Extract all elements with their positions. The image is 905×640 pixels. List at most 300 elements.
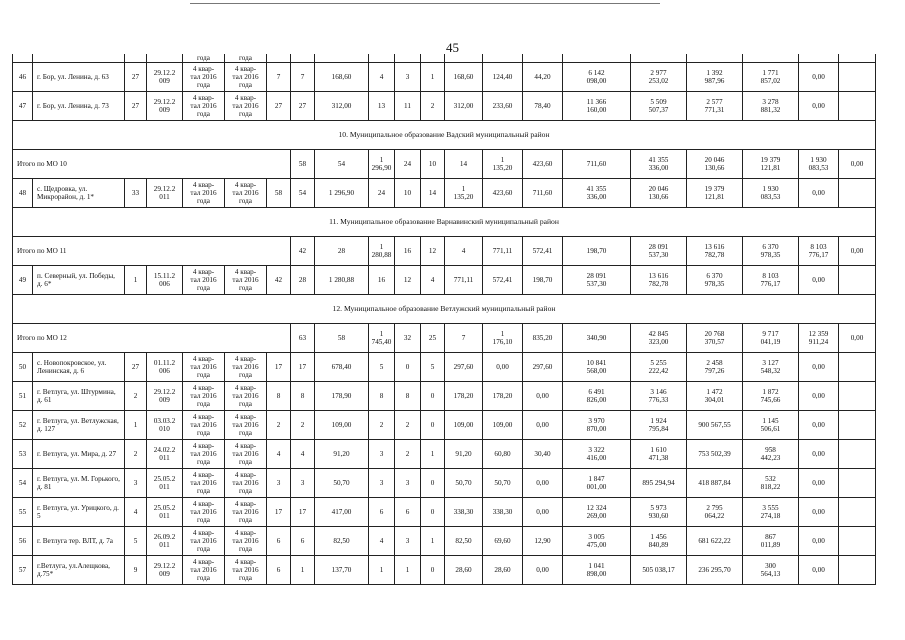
data-cell: 4 квар- тал 2016 года <box>183 498 225 527</box>
data-cell: 124,40 <box>483 63 523 92</box>
section-header-row <box>13 121 876 150</box>
data-cell: 753 502,39 <box>687 440 743 469</box>
data-cell: 13 616 782,78 <box>631 266 687 295</box>
data-cell: 11 366 160,00 <box>563 92 631 121</box>
data-cell: 572,41 <box>483 266 523 295</box>
data-cell: 312,00 <box>315 92 369 121</box>
data-cell: 109,00 <box>483 411 523 440</box>
data-cell: 338,30 <box>445 498 483 527</box>
data-cell: 3 555 274,18 <box>743 498 799 527</box>
total-cell: 340,90 <box>563 324 631 353</box>
row-number: 47 <box>13 92 33 121</box>
data-cell: 27 <box>267 92 291 121</box>
address-cell: с. Щедровка, ул. Микрорайон, д. 1* <box>33 179 125 208</box>
data-cell: 4 квар- тал 2016 года <box>225 179 267 208</box>
data-cell: 6 <box>369 498 395 527</box>
data-cell: 5 <box>125 527 147 556</box>
row-number: 54 <box>13 469 33 498</box>
data-cell: 33 <box>125 179 147 208</box>
data-cell: 0,00 <box>523 556 563 585</box>
data-cell: 4 <box>369 527 395 556</box>
data-cell: 12 <box>395 266 421 295</box>
data-cell: 2 795 064,22 <box>687 498 743 527</box>
data-cell: 15.11.2 006 <box>147 266 183 295</box>
empty-cell <box>839 527 876 556</box>
data-cell: 4 квар- тал 2016 года <box>225 92 267 121</box>
data-cell: 4 квар- тал 2016 года <box>225 411 267 440</box>
table-row <box>13 63 876 92</box>
data-cell: 10 841 568,00 <box>563 353 631 382</box>
total-cell: 12 <box>421 237 445 266</box>
data-cell: 17 <box>267 353 291 382</box>
data-cell: 54 <box>291 179 315 208</box>
cell-year-word: года <box>183 54 225 63</box>
total-cell: 24 <box>395 150 421 179</box>
data-cell: 4 квар- тал 2016 года <box>183 556 225 585</box>
total-cell: 20 046 130,66 <box>687 150 743 179</box>
data-cell: 3 127 548,32 <box>743 353 799 382</box>
data-cell: 2 577 771,31 <box>687 92 743 121</box>
data-cell: 3 <box>395 469 421 498</box>
data-cell: 0,00 <box>799 353 839 382</box>
data-cell: 1 771 857,02 <box>743 63 799 92</box>
data-cell: 03.03.2 010 <box>147 411 183 440</box>
data-cell: 12,90 <box>523 527 563 556</box>
table-row <box>13 469 876 498</box>
data-cell: 17 <box>291 353 315 382</box>
data-cell: 505 038,17 <box>631 556 687 585</box>
data-cell: 4 <box>125 498 147 527</box>
data-cell: 28,60 <box>483 556 523 585</box>
data-cell: 8 <box>395 382 421 411</box>
data-cell: 1 280,88 <box>315 266 369 295</box>
address-cell: г. Ветлуга, ул. Урицкого, д. 5 <box>33 498 125 527</box>
data-cell: 0,00 <box>799 498 839 527</box>
row-number: 49 <box>13 266 33 295</box>
data-cell: 4 квар- тал 2016 года <box>225 266 267 295</box>
section-header-row <box>13 208 876 237</box>
data-cell: 4 <box>291 440 315 469</box>
data-cell: 25.05.2 011 <box>147 498 183 527</box>
data-cell: 8 <box>267 382 291 411</box>
table-row <box>13 382 876 411</box>
total-cell: 711,60 <box>563 150 631 179</box>
total-cell: 16 <box>395 237 421 266</box>
data-cell: 0,00 <box>799 382 839 411</box>
data-cell: 0,00 <box>799 63 839 92</box>
address-cell: г. Ветлуга, ул. Мира, д. 27 <box>33 440 125 469</box>
total-cell: 28 091 537,30 <box>631 237 687 266</box>
table-row <box>13 440 876 469</box>
data-cell: 29.12.2 011 <box>147 179 183 208</box>
row-number: 50 <box>13 353 33 382</box>
data-cell: 2 <box>125 440 147 469</box>
data-cell: 300 564,13 <box>743 556 799 585</box>
data-cell: 50,70 <box>445 469 483 498</box>
data-cell: 3 <box>369 469 395 498</box>
data-cell: 0,00 <box>799 411 839 440</box>
row-number: 52 <box>13 411 33 440</box>
data-cell: 13 <box>369 92 395 121</box>
total-row <box>13 150 876 179</box>
total-cell: 198,70 <box>563 237 631 266</box>
total-cell: 58 <box>291 150 315 179</box>
table-row <box>13 353 876 382</box>
total-cell: 10 <box>421 150 445 179</box>
data-cell: 1 296,90 <box>315 179 369 208</box>
data-cell: 4 <box>369 63 395 92</box>
data-cell: 2 <box>267 411 291 440</box>
data-cell: 27 <box>125 63 147 92</box>
data-cell: 0,00 <box>523 411 563 440</box>
data-cell: 417,00 <box>315 498 369 527</box>
data-cell: 1 <box>421 440 445 469</box>
data-cell: 2 <box>291 411 315 440</box>
total-label: Итого по МО 12 <box>13 324 291 353</box>
empty-cell <box>839 498 876 527</box>
data-cell: 178,90 <box>315 382 369 411</box>
housing-program-table <box>12 54 876 585</box>
data-cell: 3 <box>395 63 421 92</box>
data-cell: 8 103 776,17 <box>743 266 799 295</box>
total-cell: 4 <box>445 237 483 266</box>
data-cell: 27 <box>125 353 147 382</box>
data-cell: 532 818,22 <box>743 469 799 498</box>
data-cell: 01.11.2 006 <box>147 353 183 382</box>
data-cell: 14 <box>421 179 445 208</box>
total-cell: 14 <box>445 150 483 179</box>
data-cell: 1 930 083,53 <box>743 179 799 208</box>
row-number: 57 <box>13 556 33 585</box>
data-cell: 681 622,22 <box>687 527 743 556</box>
data-cell: 1 610 471,38 <box>631 440 687 469</box>
data-cell: 1 041 898,00 <box>563 556 631 585</box>
data-cell: 6 491 826,00 <box>563 382 631 411</box>
data-cell: 178,20 <box>483 382 523 411</box>
data-cell: 24.02.2 011 <box>147 440 183 469</box>
data-cell: 418 887,84 <box>687 469 743 498</box>
data-cell: 3 005 475,00 <box>563 527 631 556</box>
data-cell: 6 370 978,35 <box>687 266 743 295</box>
data-cell: 58 <box>267 179 291 208</box>
data-cell: 958 442,23 <box>743 440 799 469</box>
data-cell: 4 квар- тал 2016 года <box>225 382 267 411</box>
total-cell: 1 745,40 <box>369 324 395 353</box>
address-cell: г. Ветлуга, ул. Штурмина, д. 61 <box>33 382 125 411</box>
data-cell: 1 <box>291 556 315 585</box>
data-cell: 711,60 <box>523 179 563 208</box>
data-cell: 6 <box>291 527 315 556</box>
data-cell: 4 квар- тал 2016 года <box>225 353 267 382</box>
data-cell: 27 <box>125 92 147 121</box>
table-row <box>13 92 876 121</box>
data-cell: 3 278 881,32 <box>743 92 799 121</box>
data-cell: 3 <box>291 469 315 498</box>
data-cell: 0,00 <box>523 382 563 411</box>
total-cell: 1 280,88 <box>369 237 395 266</box>
data-cell: 4 квар- тал 2016 года <box>183 266 225 295</box>
empty-cell <box>839 469 876 498</box>
data-cell: 1 <box>125 411 147 440</box>
data-cell: 28 <box>291 266 315 295</box>
data-cell: 78,40 <box>523 92 563 121</box>
data-cell: 1 872 745,66 <box>743 382 799 411</box>
row-number: 56 <box>13 527 33 556</box>
data-cell: 20 046 130,66 <box>631 179 687 208</box>
data-cell: 50,70 <box>315 469 369 498</box>
empty-cell <box>839 179 876 208</box>
data-cell: 1 472 304,01 <box>687 382 743 411</box>
data-cell: 7 <box>291 63 315 92</box>
data-cell: 233,60 <box>483 92 523 121</box>
table-row-continuation <box>13 54 876 63</box>
address-cell: г. Бор, ул. Ленина, д. 73 <box>33 92 125 121</box>
data-cell: 1 <box>125 266 147 295</box>
page-number: 45 <box>446 40 459 55</box>
data-cell: 0,00 <box>799 92 839 121</box>
data-cell: 27 <box>291 92 315 121</box>
data-cell: 9 <box>125 556 147 585</box>
data-cell: 30,40 <box>523 440 563 469</box>
data-cell: 297,60 <box>523 353 563 382</box>
data-cell: 1 <box>369 556 395 585</box>
data-cell: 0 <box>421 382 445 411</box>
data-cell: 137,70 <box>315 556 369 585</box>
total-cell: 771,11 <box>483 237 523 266</box>
total-cell: 41 355 336,00 <box>631 150 687 179</box>
total-cell: 12 359 911,24 <box>799 324 839 353</box>
address-cell: г. Ветлуга, ул. М. Горького, д. 81 <box>33 469 125 498</box>
data-cell: 4 <box>267 440 291 469</box>
total-cell: 42 845 323,00 <box>631 324 687 353</box>
total-cell: 572,41 <box>523 237 563 266</box>
data-cell: 1 135,20 <box>445 179 483 208</box>
table-row <box>13 498 876 527</box>
data-cell: 4 <box>421 266 445 295</box>
address-cell: с. Новопокровское, ул. Ленинская, д. 6 <box>33 353 125 382</box>
data-cell: 0,00 <box>523 498 563 527</box>
data-cell: 4 квар- тал 2016 года <box>183 92 225 121</box>
data-cell: 0 <box>421 469 445 498</box>
empty-cell <box>839 92 876 121</box>
empty-cell <box>839 440 876 469</box>
empty-cell <box>839 411 876 440</box>
data-cell: 1 392 987,96 <box>687 63 743 92</box>
data-cell: 29.12.2 009 <box>147 63 183 92</box>
total-cell: 1 176,10 <box>483 324 523 353</box>
address-cell: п. Северный, ул. Победы, д. 6* <box>33 266 125 295</box>
total-cell: 0,00 <box>839 150 876 179</box>
data-cell: 10 <box>395 179 421 208</box>
data-cell: 198,70 <box>523 266 563 295</box>
data-cell: 6 <box>267 556 291 585</box>
data-cell: 1 <box>395 556 421 585</box>
total-cell: 28 <box>315 237 369 266</box>
data-cell: 4 квар- тал 2016 года <box>183 353 225 382</box>
data-cell: 29.12.2 009 <box>147 92 183 121</box>
data-cell: 0,00 <box>523 469 563 498</box>
data-cell: 16 <box>369 266 395 295</box>
data-cell: 0,00 <box>799 440 839 469</box>
data-cell: 2 <box>395 411 421 440</box>
data-cell: 3 <box>267 469 291 498</box>
row-number: 46 <box>13 63 33 92</box>
data-cell: 312,00 <box>445 92 483 121</box>
data-cell: 0,00 <box>799 266 839 295</box>
total-cell: 63 <box>291 324 315 353</box>
data-cell: 0 <box>395 353 421 382</box>
empty-cell <box>839 353 876 382</box>
data-cell: 17 <box>291 498 315 527</box>
total-row <box>13 237 876 266</box>
total-row <box>13 324 876 353</box>
data-cell: 4 квар- тал 2016 года <box>225 556 267 585</box>
section-title: 10. Муниципальное образование Вадский муниципальный район <box>13 121 876 150</box>
data-cell: 6 <box>395 498 421 527</box>
data-cell: 5 509 507,37 <box>631 92 687 121</box>
section-title: 11. Муниципальное образование Варнавинский муниципальный район <box>13 208 876 237</box>
data-cell: 50,70 <box>483 469 523 498</box>
data-cell: 29.12.2 009 <box>147 382 183 411</box>
data-cell: 900 567,55 <box>687 411 743 440</box>
data-cell: 0 <box>421 498 445 527</box>
data-cell: 4 квар- тал 2016 года <box>183 440 225 469</box>
data-cell: 2 <box>369 411 395 440</box>
data-cell: 109,00 <box>315 411 369 440</box>
total-cell: 0,00 <box>839 237 876 266</box>
data-cell: 4 квар- тал 2016 года <box>225 63 267 92</box>
data-cell: 178,20 <box>445 382 483 411</box>
total-cell: 835,20 <box>523 324 563 353</box>
address-cell: г. Бор, ул. Ленина, д. 63 <box>33 63 125 92</box>
data-cell: 895 294,94 <box>631 469 687 498</box>
data-cell: 7 <box>267 63 291 92</box>
total-cell: 1 930 083,53 <box>799 150 839 179</box>
data-cell: 44,20 <box>523 63 563 92</box>
data-cell: 4 квар- тал 2016 года <box>225 527 267 556</box>
data-cell: 0 <box>421 411 445 440</box>
data-cell: 28 091 537,30 <box>563 266 631 295</box>
data-cell: 5 973 930,60 <box>631 498 687 527</box>
data-cell: 4 квар- тал 2016 года <box>183 411 225 440</box>
top-rule <box>190 3 660 4</box>
data-cell: 24 <box>369 179 395 208</box>
data-cell: 17 <box>267 498 291 527</box>
data-cell: 2 458 797,26 <box>687 353 743 382</box>
data-cell: 28,60 <box>445 556 483 585</box>
data-cell: 29.12.2 009 <box>147 556 183 585</box>
total-cell: 13 616 782,78 <box>687 237 743 266</box>
data-cell: 91,20 <box>445 440 483 469</box>
total-cell: 1 296,90 <box>369 150 395 179</box>
address-cell: г. Ветлуга, ул. Ветлужская, д. 127 <box>33 411 125 440</box>
total-label: Итого по МО 11 <box>13 237 291 266</box>
empty-cell <box>839 556 876 585</box>
table-body <box>13 54 876 585</box>
data-cell: 4 квар- тал 2016 года <box>183 469 225 498</box>
data-cell: 0,00 <box>799 556 839 585</box>
row-number: 53 <box>13 440 33 469</box>
data-cell: 60,80 <box>483 440 523 469</box>
data-cell: 338,30 <box>483 498 523 527</box>
total-label: Итого по МО 10 <box>13 150 291 179</box>
data-cell: 0 <box>421 556 445 585</box>
address-cell: г.Ветлуга, ул.Алещкова, д.75* <box>33 556 125 585</box>
data-cell: 82,50 <box>315 527 369 556</box>
data-cell: 8 <box>369 382 395 411</box>
data-cell: 3 970 870,00 <box>563 411 631 440</box>
total-cell: 19 379 121,81 <box>743 150 799 179</box>
total-cell: 7 <box>445 324 483 353</box>
data-cell: 1 456 840,89 <box>631 527 687 556</box>
data-cell: 4 квар- тал 2016 года <box>183 527 225 556</box>
cell-year-word: года <box>225 54 267 63</box>
total-cell: 54 <box>315 150 369 179</box>
total-cell: 58 <box>315 324 369 353</box>
empty-cell <box>839 63 876 92</box>
data-cell: 6 142 098,00 <box>563 63 631 92</box>
data-cell: 3 <box>125 469 147 498</box>
table-row <box>13 411 876 440</box>
data-cell: 1 <box>421 63 445 92</box>
data-cell: 1 924 795,84 <box>631 411 687 440</box>
data-cell: 26.09.2 011 <box>147 527 183 556</box>
data-cell: 168,60 <box>445 63 483 92</box>
data-cell: 5 <box>421 353 445 382</box>
data-cell: 423,60 <box>483 179 523 208</box>
data-cell: 69,60 <box>483 527 523 556</box>
data-cell: 12 324 269,00 <box>563 498 631 527</box>
data-cell: 4 квар- тал 2016 года <box>225 440 267 469</box>
data-cell: 41 355 336,00 <box>563 179 631 208</box>
data-cell: 771,11 <box>445 266 483 295</box>
data-cell: 0,00 <box>483 353 523 382</box>
data-cell: 678,40 <box>315 353 369 382</box>
table-row <box>13 527 876 556</box>
total-cell: 20 768 370,57 <box>687 324 743 353</box>
section-header-row <box>13 295 876 324</box>
row-number: 48 <box>13 179 33 208</box>
data-cell: 236 295,70 <box>687 556 743 585</box>
total-cell: 8 103 776,17 <box>799 237 839 266</box>
data-cell: 297,60 <box>445 353 483 382</box>
empty-cell <box>839 382 876 411</box>
data-cell: 42 <box>267 266 291 295</box>
data-cell: 1 847 001,00 <box>563 469 631 498</box>
empty-cell <box>839 266 876 295</box>
data-cell: 8 <box>291 382 315 411</box>
total-cell: 1 135,20 <box>483 150 523 179</box>
data-cell: 867 011,89 <box>743 527 799 556</box>
data-cell: 109,00 <box>445 411 483 440</box>
data-cell: 6 <box>267 527 291 556</box>
table-row <box>13 266 876 295</box>
data-cell: 2 <box>125 382 147 411</box>
data-cell: 1 145 506,61 <box>743 411 799 440</box>
data-cell: 168,60 <box>315 63 369 92</box>
data-cell: 3 322 416,00 <box>563 440 631 469</box>
total-cell: 0,00 <box>839 324 876 353</box>
address-cell: г. Ветлуга тер. ВЛТ, д. 7а <box>33 527 125 556</box>
data-cell: 3 <box>369 440 395 469</box>
total-cell: 32 <box>395 324 421 353</box>
data-cell: 91,20 <box>315 440 369 469</box>
data-cell: 2 <box>421 92 445 121</box>
data-cell: 19 379 121,81 <box>687 179 743 208</box>
table-row <box>13 556 876 585</box>
data-cell: 4 квар- тал 2016 года <box>225 469 267 498</box>
data-cell: 5 <box>369 353 395 382</box>
